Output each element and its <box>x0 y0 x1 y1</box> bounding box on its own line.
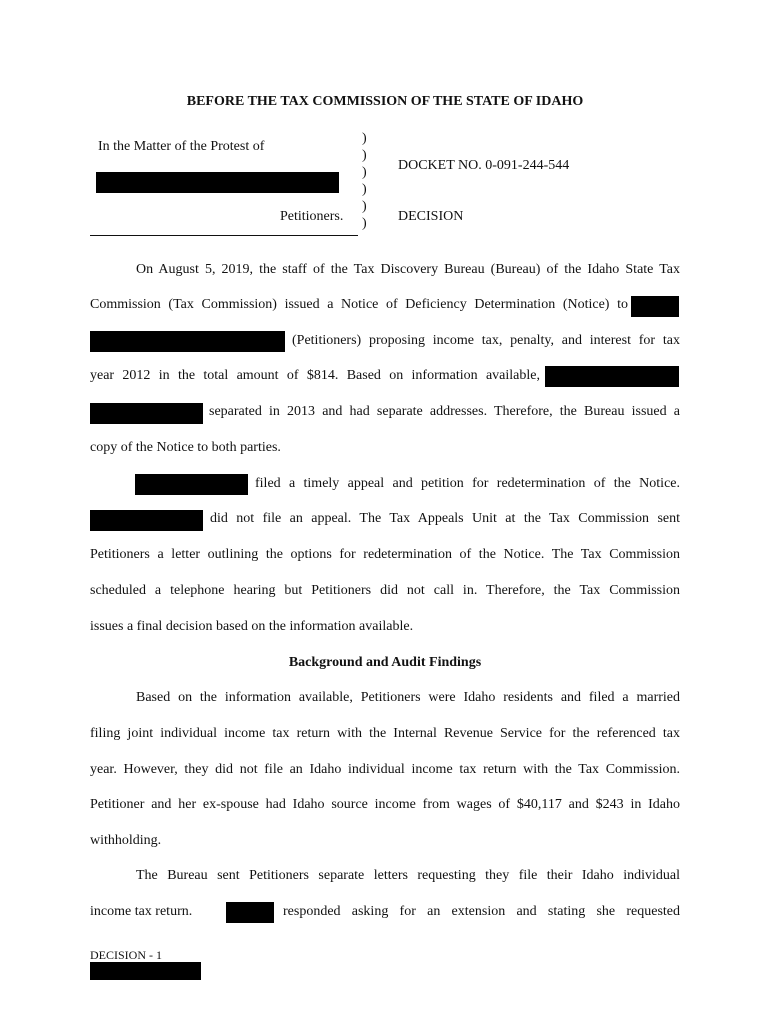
redaction-block <box>90 331 285 352</box>
paragraph-line: withholding. <box>90 833 162 848</box>
document-title: BEFORE THE TAX COMMISSION OF THE STATE OF IDAHO <box>186 94 584 109</box>
paragraph-line: copy of the Notice to both parties. <box>90 440 281 455</box>
redaction-block <box>226 902 274 923</box>
text-run: Commission (Tax Commission) issued a Notice of Deficiency Determination (Notice) to <box>90 297 628 312</box>
redaction-block <box>135 474 248 495</box>
text-run: scheduled a telephone hearing but Petitioners did not call in. Therefore, the Tax Commission <box>90 583 680 598</box>
docket-number: DOCKET NO. 0-091-244-544 <box>398 158 570 173</box>
paragraph-line <box>136 868 680 884</box>
paragraph-line <box>90 547 680 563</box>
text-run: filed a timely appeal and petition for redetermination of the Notice. <box>255 476 680 491</box>
text-run: Based on the information available, Petitioners were Idaho residents and filed a married <box>136 690 680 705</box>
paragraph-line: income tax return. <box>90 904 193 919</box>
paragraph-line <box>283 904 680 920</box>
text-run: year. However, they did not file an Idaho individual income tax return with the Tax Commission. <box>90 762 680 777</box>
text-run: separated in 2013 and had separate addresses. Therefore, the Bureau issued a <box>209 404 680 419</box>
paragraph-line: issues a final decision based on the information available. <box>90 619 414 634</box>
redaction-block <box>90 962 201 980</box>
redaction-block <box>545 366 679 387</box>
petitioners-label: Petitioners. <box>280 209 344 224</box>
paragraph-line <box>209 404 680 420</box>
text-run: On August 5, 2019, the staff of the Tax Discovery Bureau (Bureau) of the Idaho State Tax <box>136 262 680 277</box>
paragraph-line <box>136 262 680 278</box>
paragraph-line <box>90 762 680 778</box>
redaction-block <box>631 296 679 317</box>
decision-label: DECISION <box>398 209 464 224</box>
text-run: Petitioner and her ex-spouse had Idaho source income from wages of $40,117 and $243 in Idaho <box>90 797 680 812</box>
paragraph-line <box>90 726 680 742</box>
paragraph-line <box>136 690 680 706</box>
paragraph-line <box>90 368 540 384</box>
section-heading: Background and Audit Findings <box>288 655 482 670</box>
text-run: (Petitioners) proposing income tax, penalty, and interest for tax <box>292 333 680 348</box>
text-run: responded asking for an extension and stating she requested <box>283 904 680 919</box>
redaction-block <box>96 172 339 193</box>
paragraph-line <box>292 333 680 349</box>
text-run: Petitioners a letter outlining the options for redetermination of the Notice. The Tax Commission <box>90 547 680 562</box>
text-run: year 2012 in the total amount of $814. Based on information available, <box>90 368 540 383</box>
redaction-block <box>90 510 203 531</box>
paragraph-line <box>90 797 680 813</box>
paragraph-line <box>255 476 680 492</box>
caption-parentheses: ) ) ) ) ) ) <box>362 131 367 231</box>
paragraph-line <box>210 511 680 527</box>
text-run: did not file an appeal. The Tax Appeals Unit at the Tax Commission sent <box>210 511 680 526</box>
caption-rule <box>90 235 358 236</box>
text-run: filing joint individual income tax return with the Internal Revenue Service for the referenced tax <box>90 726 680 741</box>
text-run: The Bureau sent Petitioners separate letters requesting they file their Idaho individual <box>136 868 680 883</box>
matter-label: In the Matter of the Protest of <box>98 139 265 154</box>
paragraph-line <box>90 297 628 313</box>
redaction-block <box>90 403 203 424</box>
page-footer-label: DECISION - 1 <box>90 948 162 962</box>
paragraph-line <box>90 583 680 599</box>
